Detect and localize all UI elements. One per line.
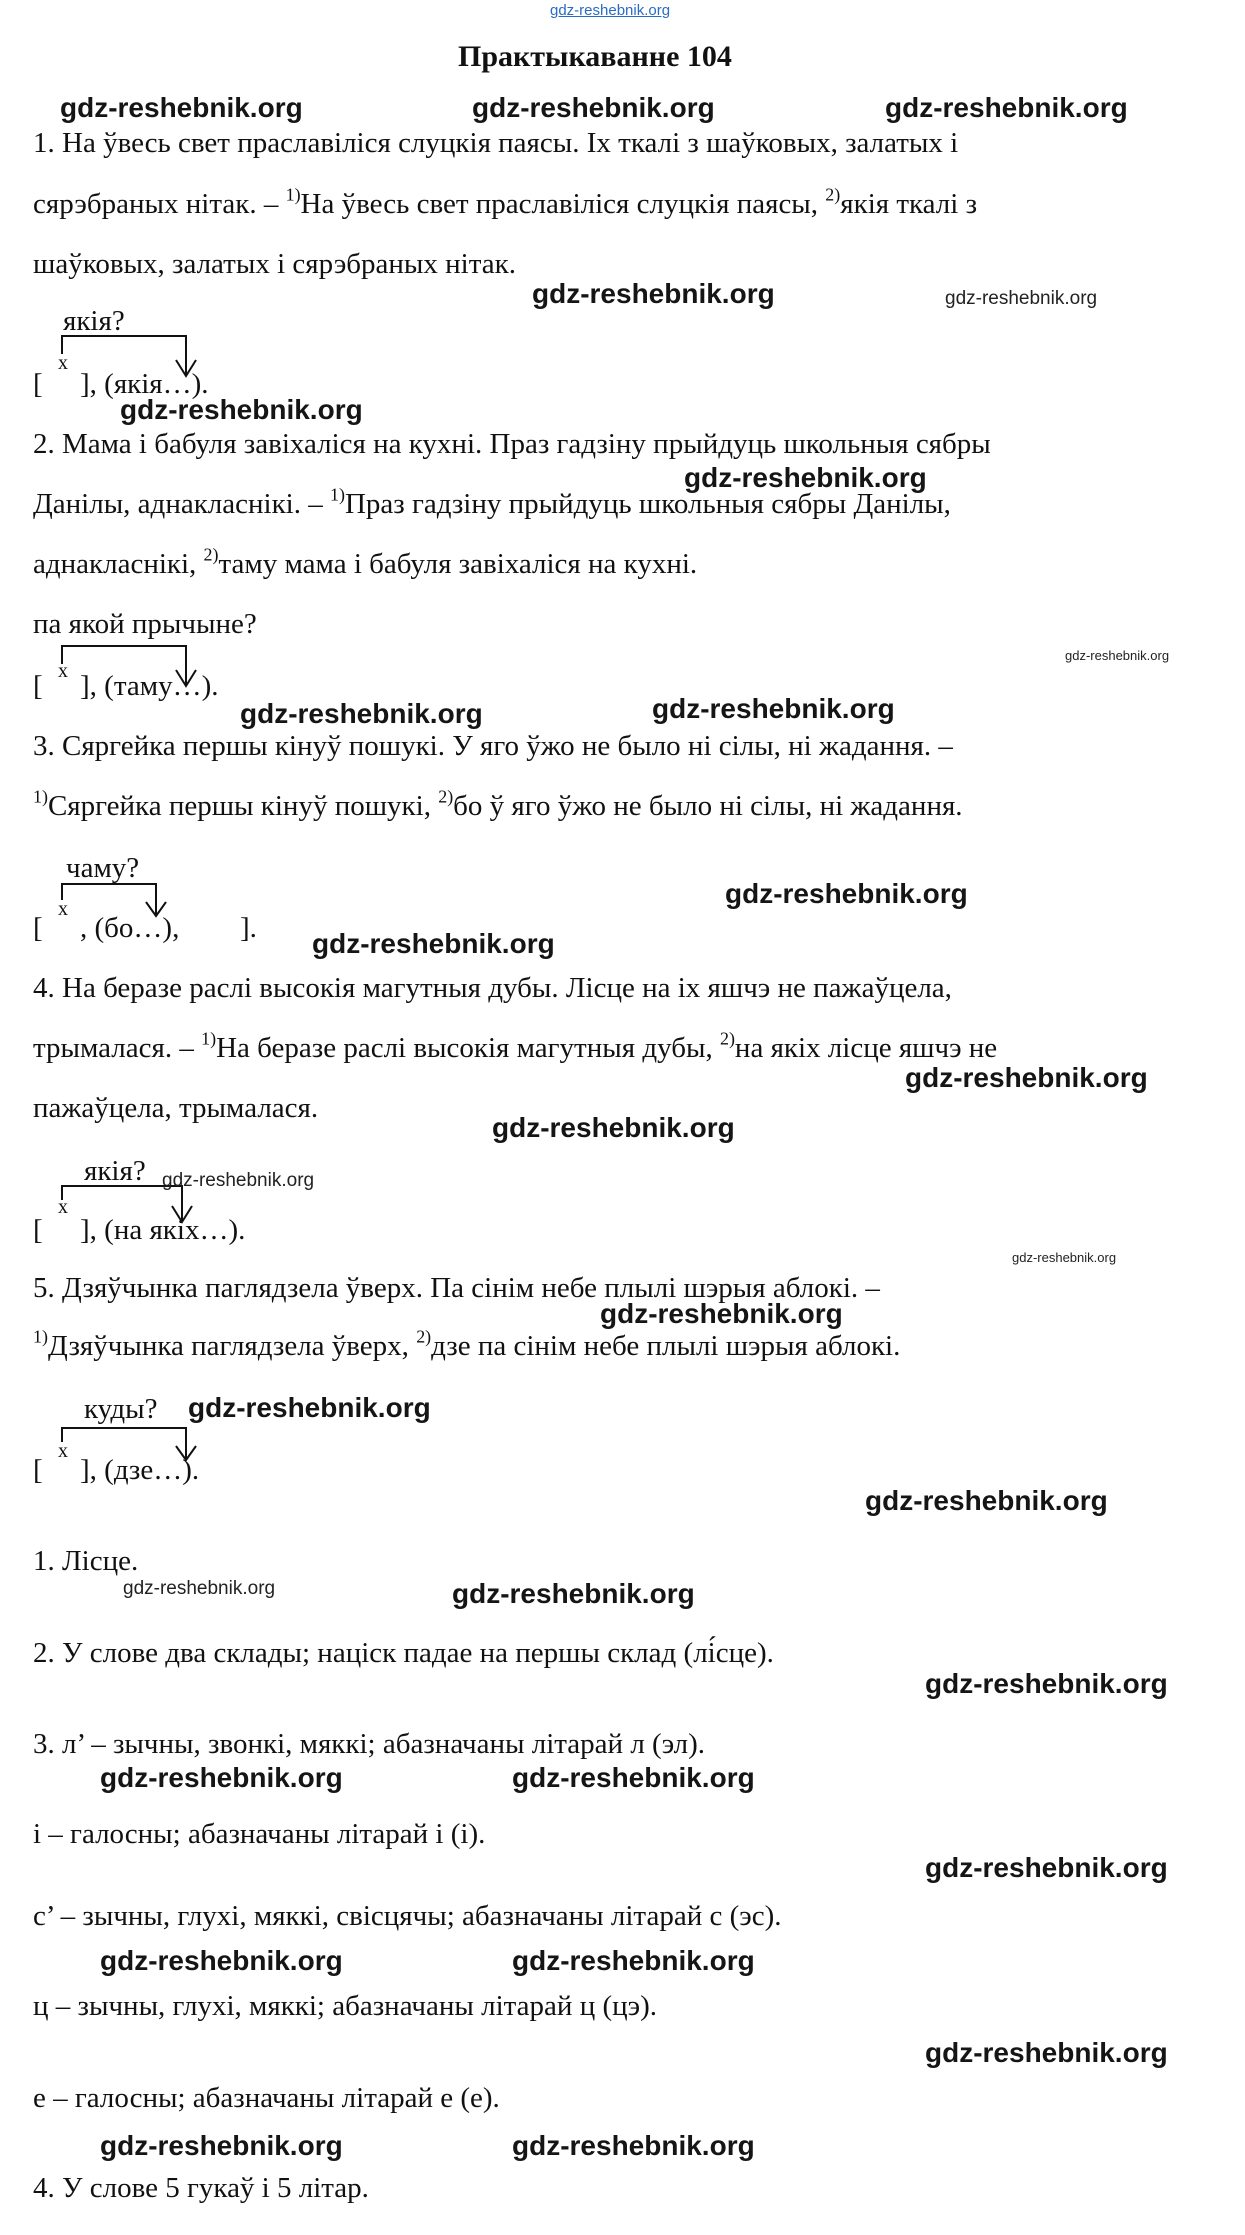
watermark: gdz-reshebnik.org xyxy=(905,1062,1148,1093)
item3-scheme-open: [ xyxy=(33,912,43,944)
item5-x-mark: x xyxy=(58,1440,68,1462)
item1-line1: 1. На ўвесь свет праславіліся слуцкія паясы. Іх ткалі з шаўковых, залатых і xyxy=(33,127,959,159)
watermark: gdz-reshebnik.org xyxy=(1012,1250,1117,1265)
item3-x-mark: x xyxy=(58,898,68,920)
watermark: gdz-reshebnik.org xyxy=(472,92,715,123)
watermark: gdz-reshebnik.org xyxy=(600,1298,843,1329)
watermark: gdz-reshebnik.org xyxy=(865,1485,1108,1516)
page-title: Практыкаванне 104 xyxy=(458,40,732,73)
item1-scheme: ], (якія…). xyxy=(80,368,209,400)
item3-line2: $^{1)}$Сяргейка першы кінуў пошукі, $^{2)}$бо ў яго ўжо не было ні сілы, ні жадання. xyxy=(33,786,963,822)
analysis-line-8: 4. У слове 5 гукаў і 5 літар. xyxy=(33,2172,369,2204)
item4-scheme-open: [ xyxy=(33,1214,43,1246)
watermark: gdz-reshebnik.org xyxy=(452,1578,695,1609)
watermark: gdz-reshebnik.org xyxy=(162,1170,315,1191)
watermark: gdz-reshebnik.org xyxy=(60,92,303,123)
item5-arrow xyxy=(0,0,1,1)
watermark: gdz-reshebnik.org xyxy=(512,2130,755,2161)
watermark: gdz-reshebnik.org xyxy=(512,1945,755,1976)
item1-scheme-open: [ xyxy=(33,368,43,400)
top-watermark-link[interactable]: gdz-reshebnik.org xyxy=(550,2,671,19)
analysis-line-3: 3. л’ – зычны, звонкі, мяккі; абазначаны літарай л (эл). xyxy=(33,1728,705,1760)
watermark: gdz-reshebnik.org xyxy=(925,2037,1168,2068)
watermark: gdz-reshebnik.org xyxy=(123,1578,276,1599)
watermark: gdz-reshebnik.org xyxy=(925,1852,1168,1883)
item1-question: якія? xyxy=(63,305,125,337)
analysis-line-7: е – галосны; абазначаны літарай е (е). xyxy=(33,2082,500,2114)
item5-scheme-open: [ xyxy=(33,1454,43,1486)
watermark: gdz-reshebnik.org xyxy=(532,278,775,309)
item2-scheme: ], (таму…). xyxy=(80,670,219,702)
item5-question: куды? xyxy=(84,1393,158,1425)
item3-scheme-close: ]. xyxy=(240,912,257,944)
watermark: gdz-reshebnik.org xyxy=(100,2130,343,2161)
analysis-line-1: 1. Лісце. xyxy=(33,1545,139,1577)
item2-line2: Данілы, аднакласнікі. – $^{1)}$Праз гадзіну прыйдуць школьныя сябры Данілы, xyxy=(33,484,951,520)
item4-scheme: ], (на якіх…). xyxy=(80,1214,246,1246)
watermark: gdz-reshebnik.org xyxy=(512,1762,755,1793)
analysis-line-4: і – галосны; абазначаны літарай і (і). xyxy=(33,1818,486,1850)
item1-line3: шаўковых, залатых і сярэбраных нітак. xyxy=(33,248,516,280)
watermark: gdz-reshebnik.org xyxy=(120,394,363,425)
item5-line2: $^{1)}$Дзяўчынка паглядзела ўверх, $^{2)}$дзе па сінім небе плылі шэрыя аблокі. xyxy=(33,1326,901,1362)
watermark: gdz-reshebnik.org xyxy=(885,92,1128,123)
watermark: gdz-reshebnik.org xyxy=(492,1112,735,1143)
watermark: gdz-reshebnik.org xyxy=(725,878,968,909)
watermark: gdz-reshebnik.org xyxy=(312,928,555,959)
item2-line1: 2. Мама і бабуля завіхаліся на кухні. Праз гадзіну прыйдуць школьныя сябры xyxy=(33,428,991,460)
analysis-line-5: с’ – зычны, глухі, мяккі, свісцячы; абазначаны літарай с (эс). xyxy=(33,1900,782,1932)
analysis-line-2: 2. У слове два склады; націск падае на першы склад (лі́сце). xyxy=(33,1637,774,1669)
item4-question: якія? xyxy=(84,1155,146,1187)
watermark: gdz-reshebnik.org xyxy=(652,693,895,724)
item3-line1: 3. Сяргейка першы кінуў пошукі. У яго ўжо не было ні сілы, ні жадання. – xyxy=(33,730,953,762)
item2-line3: аднакласнікі, $^{2)}$таму мама і бабуля завіхаліся на кухні. xyxy=(33,544,698,580)
item2-x-mark: x xyxy=(58,660,68,682)
item4-line2: трымалася. – $^{1)}$На беразе раслі высокія магутныя дубы, $^{2)}$на якіх лісце яшчэ не xyxy=(33,1028,998,1064)
item4-line3: пажаўцела, трымалася. xyxy=(33,1092,319,1124)
analysis-line-6: ц – зычны, глухі, мяккі; абазначаны літарай ц (цэ). xyxy=(33,1990,657,2022)
item5-scheme: ], (дзе…). xyxy=(80,1454,200,1486)
item1-line2: сярэбраных нітак. – $^{1)}$На ўвесь свет праславіліся слуцкія паясы, $^{2)}$якія ткалі з xyxy=(33,184,978,220)
item4-line1: 4. На беразе раслі высокія магутныя дубы. Лісце на іх яшчэ не пажаўцела, xyxy=(33,972,952,1004)
watermark: gdz-reshebnik.org xyxy=(684,462,927,493)
watermark: gdz-reshebnik.org xyxy=(100,1762,343,1793)
item3-question: чаму? xyxy=(66,852,140,884)
watermark: gdz-reshebnik.org xyxy=(100,1945,343,1976)
item4-x-mark: x xyxy=(58,1196,68,1218)
item3-scheme: , (бо…), xyxy=(80,912,180,944)
watermark: gdz-reshebnik.org xyxy=(240,698,483,729)
watermark: gdz-reshebnik.org xyxy=(945,288,1098,309)
item1-x-mark: x xyxy=(58,352,68,374)
watermark: gdz-reshebnik.org xyxy=(188,1392,431,1423)
item2-question: па якой прычыне? xyxy=(33,608,257,640)
watermark: gdz-reshebnik.org xyxy=(925,1668,1168,1699)
watermark: gdz-reshebnik.org xyxy=(1065,648,1170,663)
item2-scheme-open: [ xyxy=(33,670,43,702)
item5-line1: 5. Дзяўчынка паглядзела ўверх. Па сінім небе плылі шэрыя аблокі. – xyxy=(33,1272,880,1304)
